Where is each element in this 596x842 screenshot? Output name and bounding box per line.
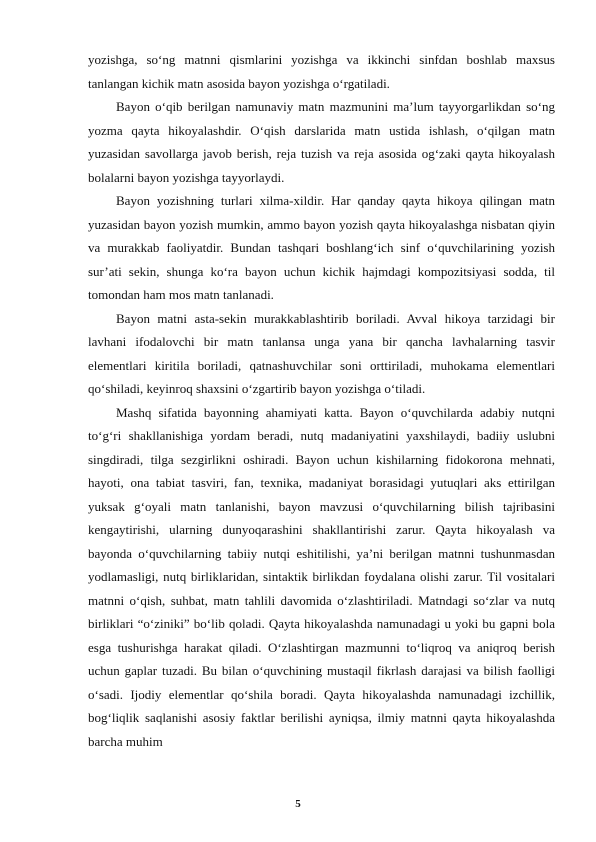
paragraph-bayon-complexity: Bayon matni asta-sekin murakkablashtirib boriladi. Avval hikoya tarzidagi bir lavhani ifodalovchi bir matn tanlansa unga yana bir qancha lavhalarning tasvir elementlari kiritila boriladi, qatnashuvchilar soni orttiriladi, muhokama elementlari qo‘shiladi, keyinroq shaxsini o‘zgartirib bayon yozishga o‘tiladi. [88,310,555,396]
page-number: 5 [295,798,301,810]
paragraph-continuation: yozishga, so‘ng matnni qismlarini yozishga va ikkinchi sinfdan boshlab maxsus tanlangan kichik matn asosida bayon yozishga o‘rgatiladi. [88,52,555,91]
paragraph-bayon-importance: Mashq sifatida bayonning ahamiyati katta. Bayon o‘quvchilarda adabiy nutqni to‘g‘ri shakllanishiga yordam beradi, nutq madaniyatini yaxshilaydi, badiiy uslubni singdiradi, tilga sezgirlikni oshiradi. Bayon uchun kishilarning fidokorona mehnati, hayoti, ona tabiat tasviri, fan, texnika, madaniyat borasidagi yutuqlari aks ettirilgan yuksak g‘oyali matn tanlanishi, bayon mavzusi o‘quvchilarning bilish tajribasini kengaytirishi, ularning dunyoqarashini shakllantirishi zarur. Qayta hikoyalash va bayonda o‘quvchilarning tabiiy nutqi eshitilishi, ya’ni berilgan matnni tushunmasdan yodlamasligi, nutq birliklaridan, sintaktik birlikdan foydalana olishi zarur. Til vositalari matnni o‘qish, suhbat, matn tahlili davomida o‘zlashtiriladi. Matndagi so‘zlar va nutq birliklari “o‘ziniki” bo‘lib qoladi. Qayta hikoyalashda namunadagi u yoki bu gapni bola esga tushurishga harakat qiladi. O‘zlashtirgan mazmunni to‘liqroq va aniqroq berish uchun gaplar tuzadi. Bu bilan o‘quvchining mustaqil fikrlash darajasi va bilish faolligi o‘sadi. Ijodiy elementlar qo‘shila boradi. Qayta hikoyalashda namunadagi izchillik, bog‘liqlik saqlanishi asosiy faktlar berilishi ayniqsa, ilmiy matnni qayta hikoyalashda barcha muhim [88,404,555,749]
paragraph-bayon-types: Bayon yozishning turlari xilma-xildir. Har qanday qayta hikoya qilingan matn yuzasidan bayon yozish mumkin, ammo bayon yozish qayta hikoyalashga nisbatan qiyin va murakkab faoliyatdir. Bundan tashqari boshlang‘ich sinf o‘quvchilarining yozish sur’ati sekin, shunga ko‘ra bayon uchun kichik hajmdagi kompozitsiyasi sodda, til tomondan ham mos matn tanlanadi. [88,193,555,302]
paragraph-bayon-definition: Bayon o‘qib berilgan namunaviy matn mazmunini ma’lum tayyorgarlikdan so‘ng yozma qayta hikoyalashdir. O‘qish darslarida matn ustida ishlash, o‘qilgan matn yuzasidan savollarga javob berish, reja tuzish va reja asosida og‘zaki qayta hikoyalash bolalarni bayon yozishga tayyorlaydi. [88,99,555,185]
document-page [88,48,555,753]
